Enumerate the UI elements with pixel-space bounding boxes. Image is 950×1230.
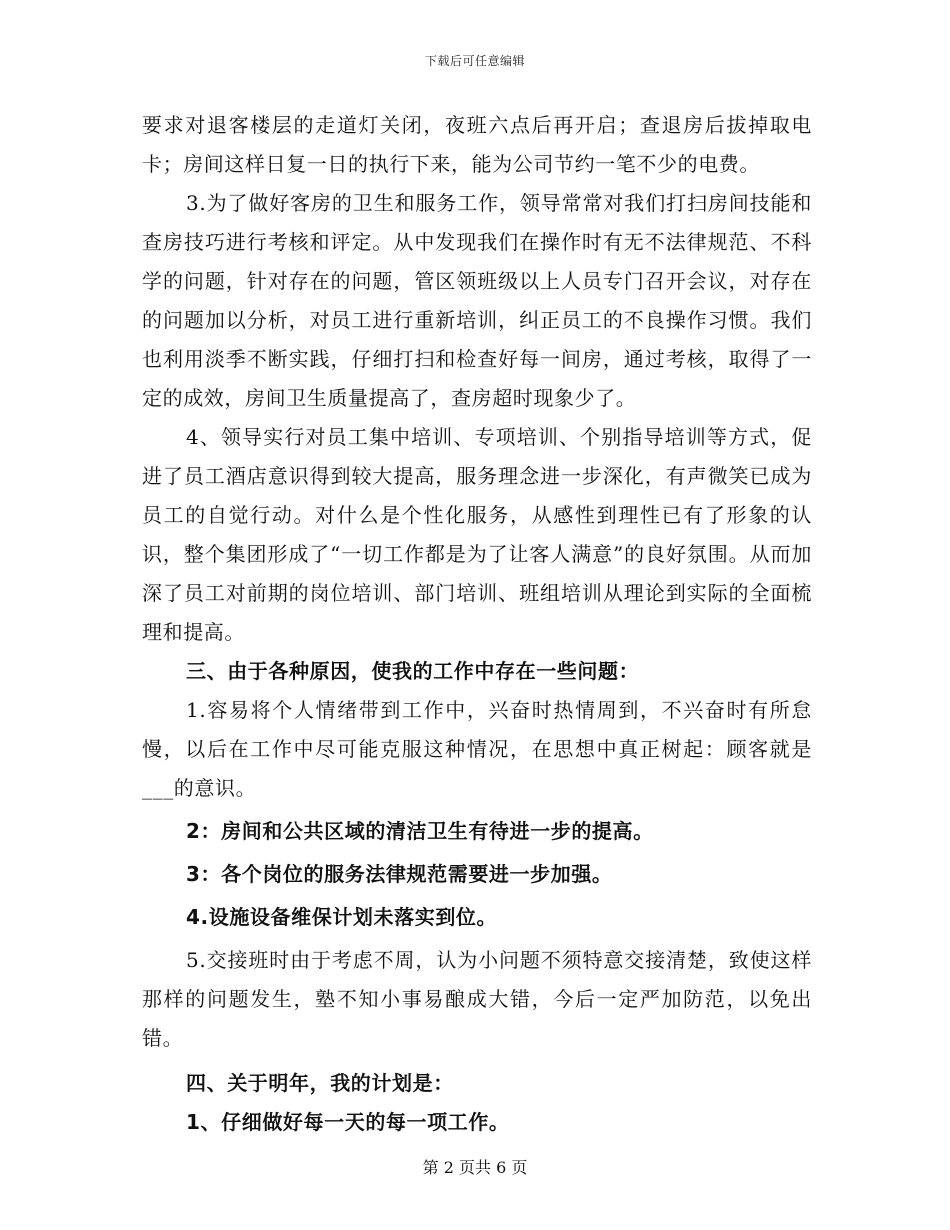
page-header: 下载后可任意编辑	[424, 54, 525, 68]
section-heading-plan: 四、关于明年，我的计划是：	[186, 1071, 454, 1095]
document-body	[142, 106, 812, 1142]
page-footer: 第 2 页共 6 页	[422, 1158, 528, 1177]
plan-item-1: 1、仔细做好每一天的每一项工作。	[186, 1110, 510, 1134]
problem-item-5: 5.交接班时由于考虑不周，认为小问题不须特意交接清楚，致使这样那样的问题发生，塾不知小事易酿成大错，今后一定严加防范，以免出错。	[142, 948, 812, 1050]
section-heading-problems: 三、由于各种原因，使我的工作中存在一些问题：	[186, 659, 640, 683]
problem-item-2: 2：房间和公共区域的清洁卫生有待进一步的提高。	[186, 819, 654, 843]
problem-item-1: 1.容易将个人情绪带到工作中，兴奋时热情周到，不兴奋时有所怠慢，以后在工作中尽可能克服这种情况，在思想中真正树起：顾客就是___的意识。	[142, 698, 812, 800]
paragraph-electricity-saving: 要求对退客楼层的走道灯关闭，夜班六点后再开启；查退房后拔掉取电卡；房间这样日复一日的执行下来，能为公司节约一笔不少的电费。	[142, 113, 812, 176]
paragraph-item-4-training: 4、领导实行对员工集中培训、专项培训、个别指导培训等方式，促进了员工酒店意识得到较大提高，服务理念进一步深化，有声微笑已成为员工的自觉行动。对什么是个性化服务，从感性到理性已有了形象的认识，整个集团形成了“一切工作都是为了让客人满意”的良好氛围。从而加深了员工对前期的岗位培训、部门培训、班组培训从理论到实际的全面梳理和提高。	[142, 425, 812, 644]
problem-item-4: 4.设施设备维保计划未落实到位。	[186, 905, 498, 929]
paragraph-item-3-cleaning: 3.为了做好客房的卫生和服务工作，领导常常对我们打扫房间技能和查房技巧进行考核和评定。从中发现我们在操作时有无不法律规范、不科学的问题，针对存在的问题，管区领班级以上人员专门召开会议，对存在的问题加以分析，对员工进行重新培训，纠正员工的不良操作习惯。我们也利用淡季不断实践，仔细打扫和检查好每一间房，通过考核，取得了一定的成效，房间卫生质量提高了，查房超时现象少了。	[142, 191, 812, 410]
problem-item-3: 3：各个岗位的服务法律规范需要进一步加强。	[186, 862, 613, 886]
